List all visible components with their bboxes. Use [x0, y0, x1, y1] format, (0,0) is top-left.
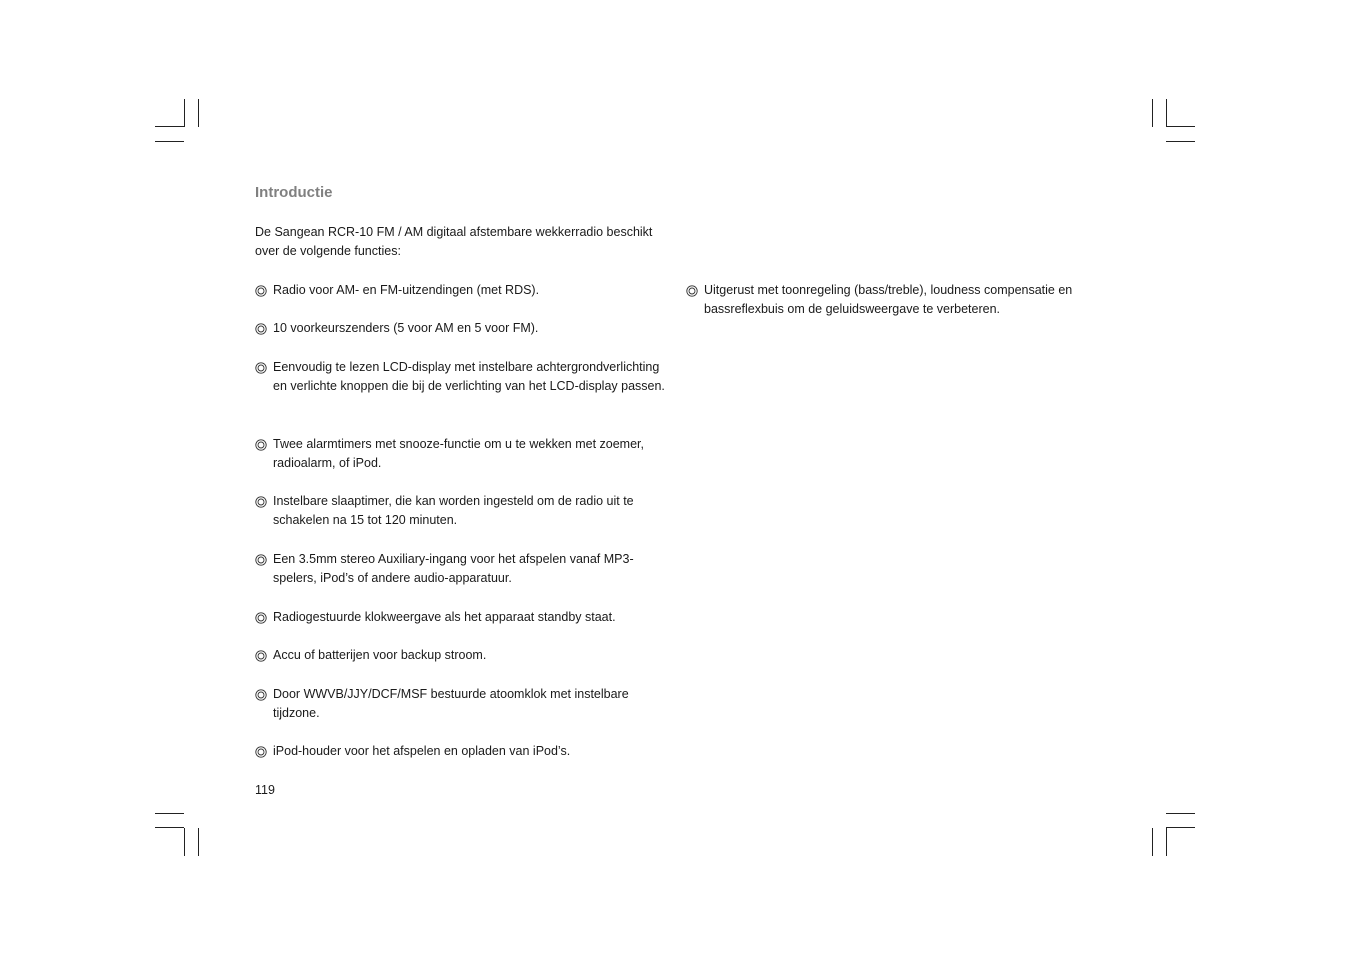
- feature-text: Radio voor AM- en FM-uitzendingen (met RDS).: [273, 283, 540, 297]
- crop-mark: [155, 827, 184, 828]
- crop-mark: [1166, 813, 1195, 814]
- crop-mark: [1166, 827, 1195, 828]
- feature-item: [255, 358, 675, 397]
- crop-mark: [198, 99, 199, 127]
- double-circle-bullet-icon: [255, 612, 267, 624]
- feature-text: Radiogestuurde klokweergave als het apparaat standby staat.: [273, 610, 616, 624]
- feature-item: [686, 281, 1116, 320]
- double-circle-bullet-icon: [255, 362, 267, 374]
- double-circle-bullet-icon: [255, 439, 267, 451]
- crop-mark: [198, 828, 199, 856]
- double-circle-bullet-icon: [255, 689, 267, 701]
- double-circle-bullet-icon: [686, 285, 698, 297]
- crop-mark: [1152, 828, 1153, 856]
- feature-item: [255, 435, 675, 474]
- double-circle-bullet-icon: [255, 650, 267, 662]
- feature-text: Uitgerust met toonregeling (bass/treble), loudness compensatie en bassreflexbuis om de geluidsweergave te verbeteren.: [704, 283, 1073, 317]
- crop-mark: [1166, 141, 1195, 142]
- feature-item: [255, 319, 675, 338]
- feature-item: [255, 646, 675, 665]
- section-heading: Introductie: [255, 184, 333, 201]
- feature-item: [255, 281, 675, 300]
- crop-mark: [1166, 126, 1195, 127]
- crop-mark: [1166, 99, 1167, 127]
- crop-mark: [155, 141, 184, 142]
- double-circle-bullet-icon: [255, 285, 267, 297]
- double-circle-bullet-icon: [255, 323, 267, 335]
- intro-paragraph: De Sangean RCR-10 FM / AM digitaal afstembare wekkerradio beschikt over de volgende functies:: [255, 225, 653, 259]
- crop-mark: [1152, 99, 1153, 127]
- crop-mark: [155, 126, 184, 127]
- feature-text: Door WWVB/JJY/DCF/MSF bestuurde atoomklok met instelbare tijdzone.: [273, 687, 629, 721]
- double-circle-bullet-icon: [255, 496, 267, 508]
- feature-text: iPod-houder voor het afspelen en opladen van iPod’s.: [273, 744, 571, 758]
- feature-item: [255, 742, 675, 761]
- feature-item: [255, 492, 675, 531]
- double-circle-bullet-icon: [255, 746, 267, 758]
- feature-item: [255, 685, 675, 724]
- page-number: 119: [255, 783, 275, 797]
- feature-text: Een 3.5mm stereo Auxiliary-ingang voor het afspelen vanaf MP3-spelers, iPod’s of andere audio-apparatuur.: [273, 552, 634, 586]
- feature-text: Eenvoudig te lezen LCD-display met instelbare achtergrondverlichting en verlichte knoppen die bij de verlichting van het LCD-display passen.: [273, 360, 665, 394]
- crop-mark: [1166, 828, 1167, 856]
- crop-mark: [155, 813, 184, 814]
- feature-text: Instelbare slaaptimer, die kan worden ingesteld om de radio uit te schakelen na 15 tot 120 minuten.: [273, 494, 634, 528]
- feature-text: 10 voorkeurszenders (5 voor AM en 5 voor FM).: [273, 321, 539, 335]
- feature-item: [255, 550, 675, 589]
- double-circle-bullet-icon: [255, 554, 267, 566]
- feature-text: Accu of batterijen voor backup stroom.: [273, 648, 487, 662]
- feature-item: [255, 608, 675, 627]
- crop-mark: [184, 828, 185, 856]
- crop-mark: [184, 99, 185, 127]
- feature-text: Twee alarmtimers met snooze-functie om u te wekken met zoemer, radioalarm, of iPod.: [273, 437, 644, 471]
